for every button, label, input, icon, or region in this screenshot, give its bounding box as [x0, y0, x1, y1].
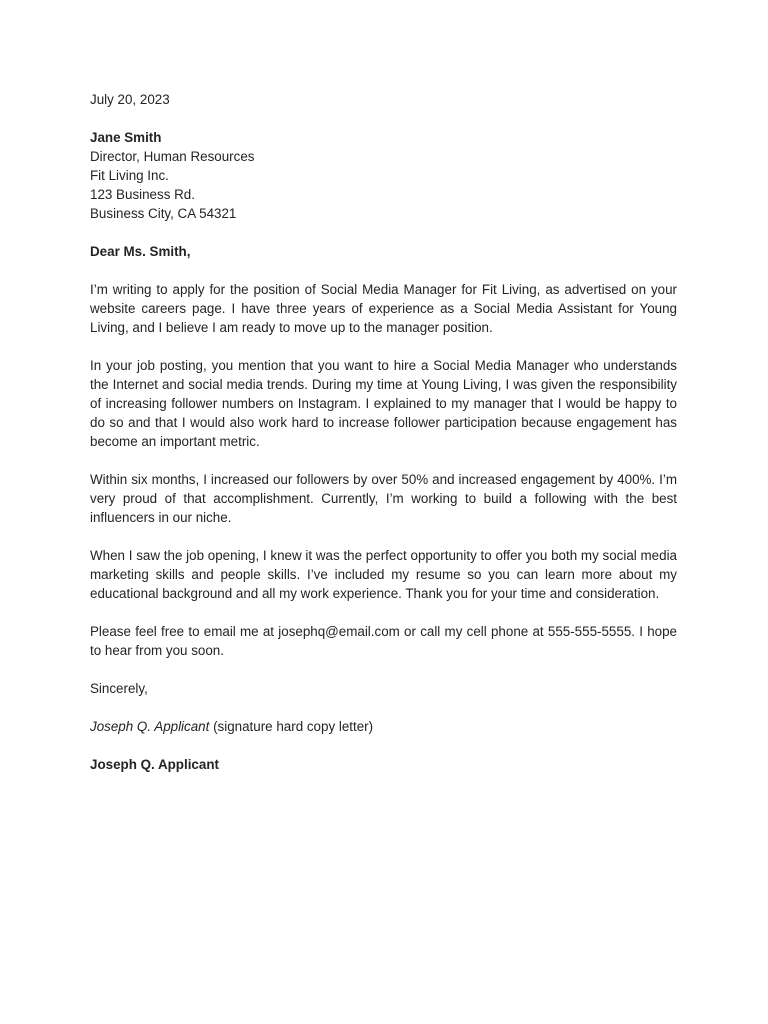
- body-paragraph-2: In your job posting, you mention that you want to hire a Social Media Manager who understands the Internet and social media trends. During my time at Young Living, I was given the responsibility of increasing follower numbers on Instagram. I explained to my manager that I would be happy to do so and that I would also work hard to increase follower participation because engagement has become an important metric.: [90, 358, 677, 449]
- recipient-company: Fit Living Inc.: [90, 168, 169, 183]
- body-paragraph-4: When I saw the job opening, I knew it was the perfect opportunity to offer you both my social media marketing skills and people skills. I’ve included my resume so you can learn more about my educational background and all my work experience. Thank you for your time and consideration.: [90, 548, 677, 601]
- signature-line: [90, 717, 677, 736]
- recipient-title: Director, Human Resources: [90, 149, 255, 164]
- recipient-name: Jane Smith: [90, 130, 162, 145]
- body-paragraph-3: Within six months, I increased our followers by over 50% and increased engagement by 400%. I’m very proud of that accomplishment. Currently, I’m working to build a following with the best influencers in our niche.: [90, 472, 677, 525]
- body-paragraph-1: I’m writing to apply for the position of Social Media Manager for Fit Living, as advertised on your website careers page. I have three years of experience as a Social Media Assistant for Young Living, and I believe I am ready to move up to the manager position.: [90, 282, 677, 335]
- signature-note: (signature hard copy letter): [209, 719, 374, 734]
- typed-name: Joseph Q. Applicant: [90, 757, 219, 772]
- salutation: Dear Ms. Smith,: [90, 244, 191, 259]
- closing: Sincerely,: [90, 681, 148, 696]
- letter-date: July 20, 2023: [90, 92, 170, 107]
- recipient-address-block: [90, 128, 677, 223]
- recipient-city-state-zip: Business City, CA 54321: [90, 206, 237, 221]
- recipient-street: 123 Business Rd.: [90, 187, 195, 202]
- signature-name: Joseph Q. Applicant: [90, 719, 210, 734]
- body-paragraph-5: Please feel free to email me at josephq@email.com or call my cell phone at 555-555-5555. I hope to hear from you soon.: [90, 624, 677, 658]
